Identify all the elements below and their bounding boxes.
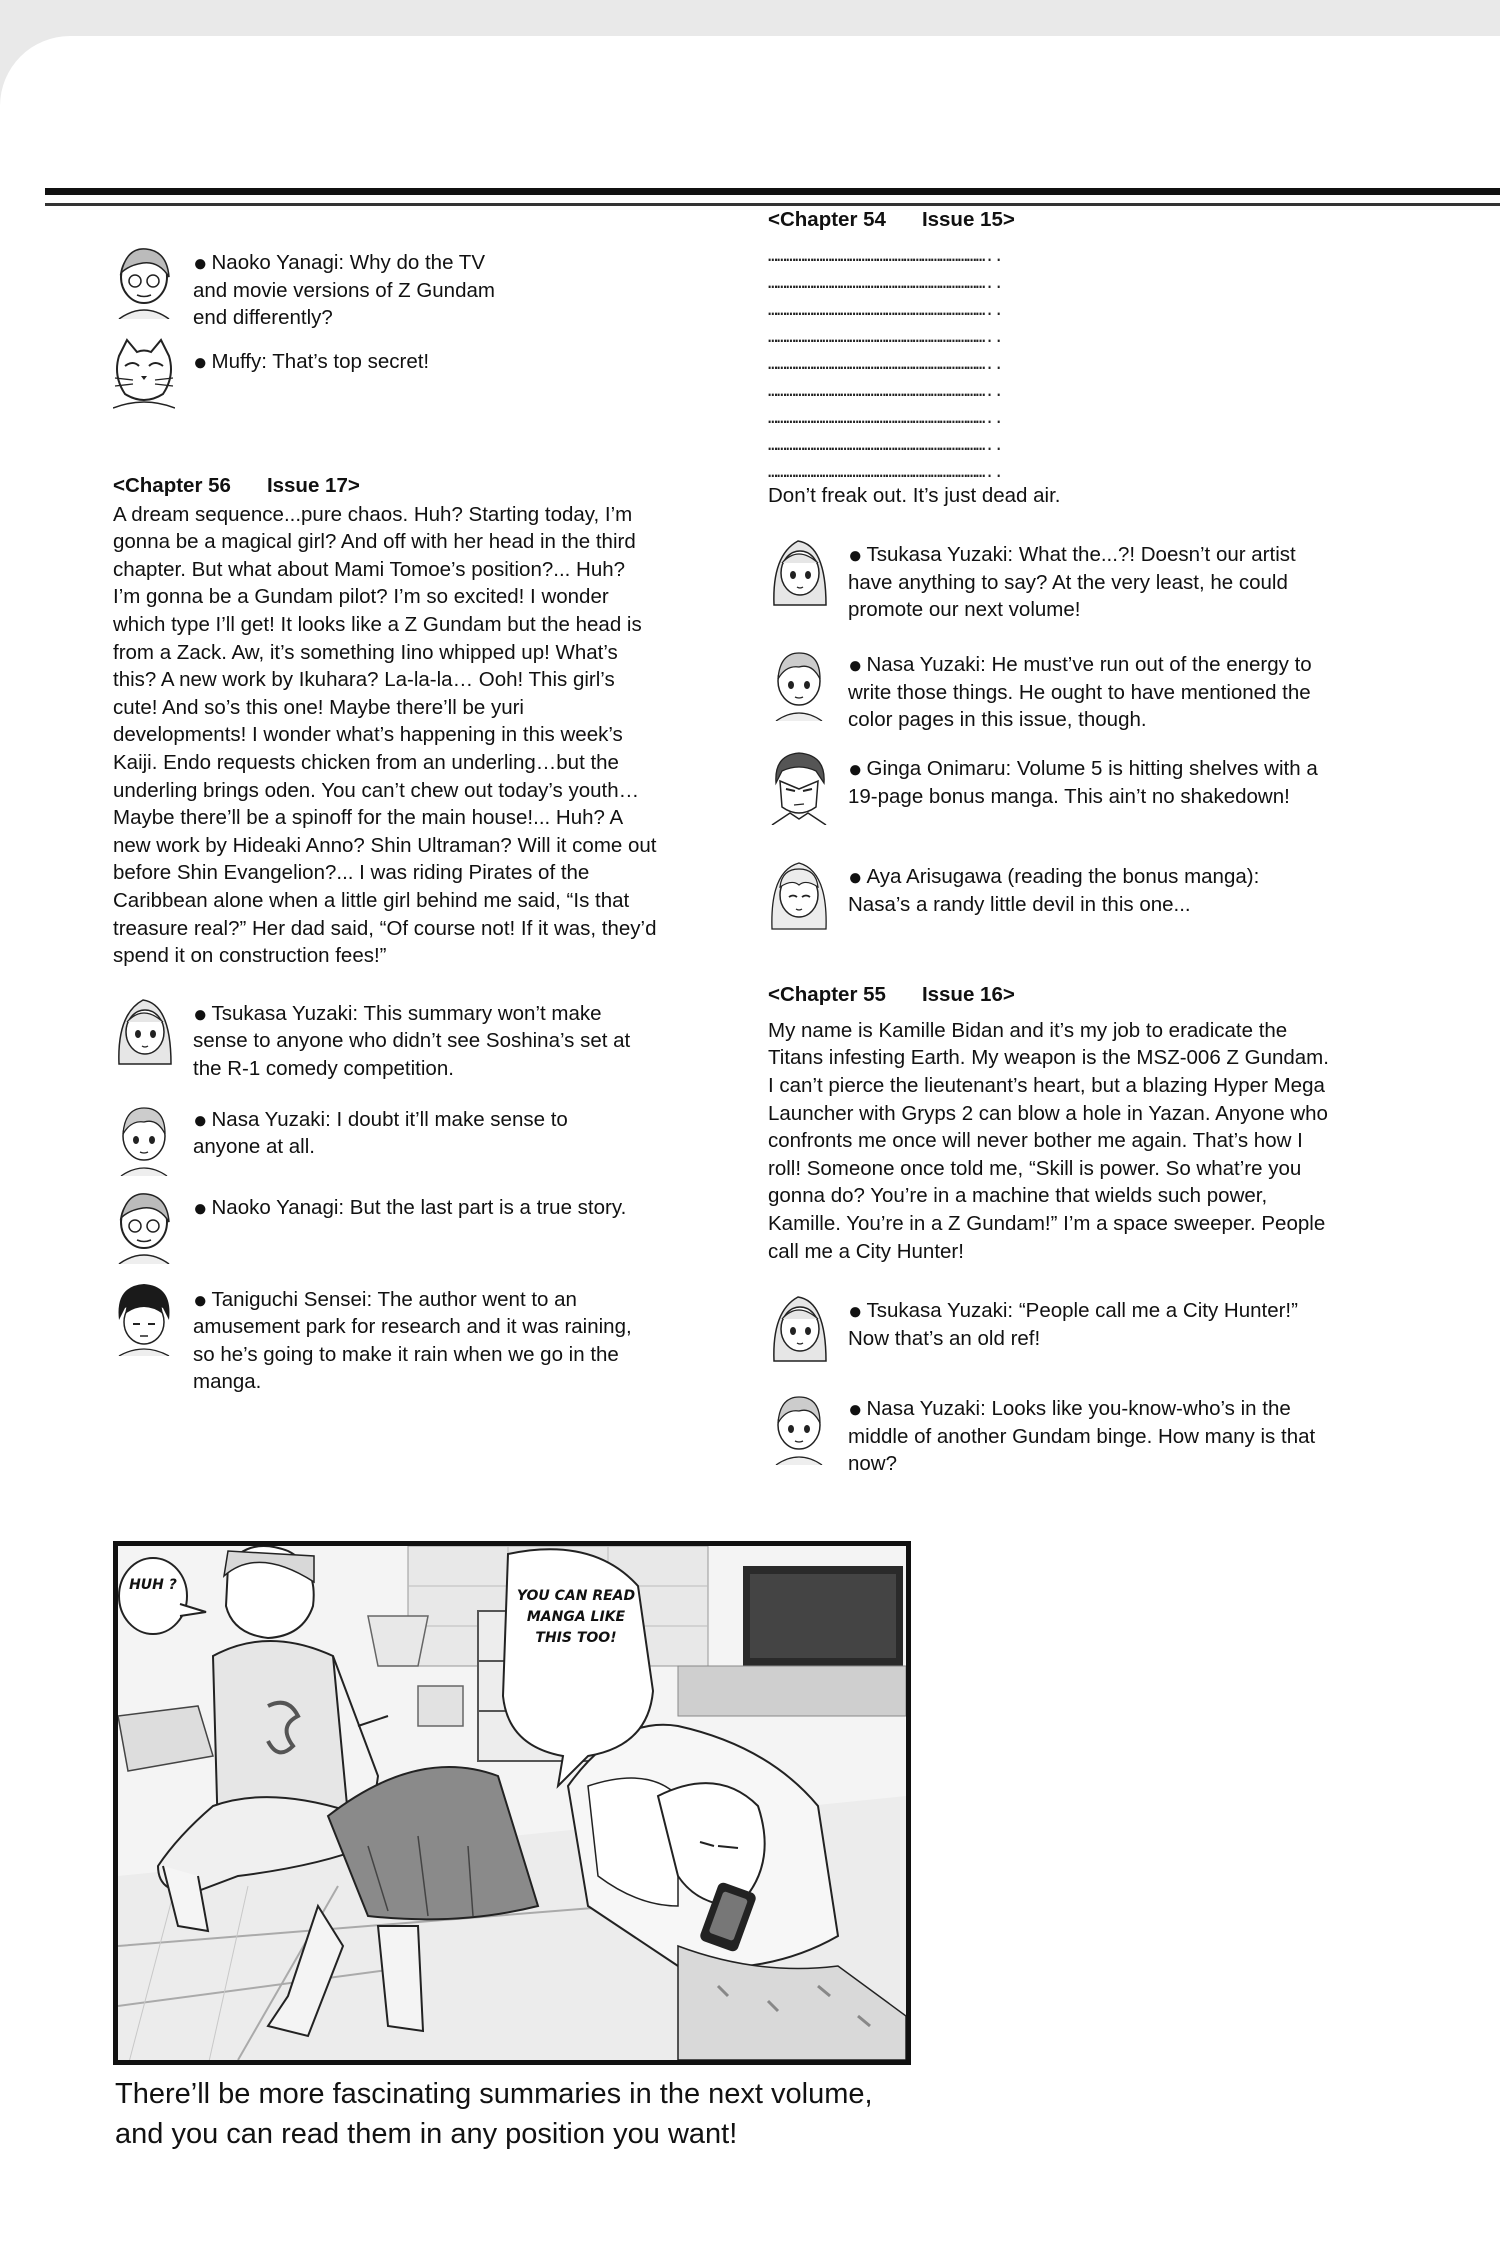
tsukasa-yuzaki-avatar xyxy=(768,535,830,611)
dialogue-text: Nasa Yuzaki: I doubt it’ll make sense to anyone at all. xyxy=(193,1107,568,1159)
dialogue-naoko xyxy=(113,1188,658,1280)
dotted-line: ……………………………………………………………….. xyxy=(768,245,1003,265)
dialogue-text: Nasa Yuzaki: Looks like you-know-who’s in the middle of another Gundam binge. How many is that now? xyxy=(848,1397,1316,1476)
dotted-line: ……………………………………………………………….. xyxy=(768,380,1003,400)
chapter-54-dialogue xyxy=(768,535,1338,957)
tsukasa-yuzaki-avatar xyxy=(768,1291,830,1367)
naoko-yanagi-avatar xyxy=(113,243,175,319)
muffy-cat-avatar xyxy=(113,336,175,412)
dialogue-text: Naoko Yanagi: But the last part is a true story. xyxy=(211,1195,627,1219)
dialogue-aya xyxy=(768,857,1338,957)
bullet-icon: ● xyxy=(848,542,863,570)
dotted-line: ……………………………………………………………….. xyxy=(768,299,1003,319)
dialogue-taniguchi xyxy=(113,1280,658,1400)
chapter-56-dialogue xyxy=(113,994,658,1400)
nasa-yuzaki-avatar xyxy=(768,1389,830,1465)
closing-caption xyxy=(115,2074,873,2154)
chapter-55-section xyxy=(768,981,1338,1265)
bullet-icon: ● xyxy=(848,756,863,784)
dotted-line: ……………………………………………………………….. xyxy=(768,272,1003,292)
bullet-icon: ● xyxy=(193,1000,208,1028)
left-column xyxy=(113,243,658,1400)
naoko-yanagi-avatar xyxy=(113,1188,175,1264)
dialogue-tsukasa xyxy=(113,994,658,1100)
chapter-55-dialogue xyxy=(768,1291,1338,1489)
dialogue-text: Aya Arisugawa (reading the bonus manga): Nasa’s a randy little devil in this one... xyxy=(848,865,1260,916)
header-rule-thick xyxy=(45,188,1500,195)
bubble-read-manga-text: YOU CAN READ MANGA LIKE THIS TOO! xyxy=(516,1588,636,1646)
bullet-icon: ● xyxy=(848,1298,863,1326)
bullet-icon: ● xyxy=(193,250,208,277)
dialogue-naoko-yanagi xyxy=(113,243,658,330)
taniguchi-sensei-avatar xyxy=(113,1280,175,1356)
dialogue-ginga xyxy=(768,749,1338,857)
dialogue-text: Naoko Yanagi: Why do the TV and movie versions of Z Gundam end differently? xyxy=(193,251,495,330)
dotted-line: ……………………………………………………………….. xyxy=(768,407,1003,427)
nasa-yuzaki-avatar xyxy=(113,1100,175,1176)
dialogue-text: Tsukasa Yuzaki: “People call me a City Hunter!” Now that’s an old ref! xyxy=(848,1299,1298,1350)
dotted-line: ……………………………………………………………….. xyxy=(768,353,1003,373)
bullet-icon: ● xyxy=(193,1194,208,1222)
caption-line-1: There’ll be more fascinating summaries in the next volume, xyxy=(115,2078,873,2110)
manga-illustration xyxy=(118,1546,906,2060)
bullet-icon: ● xyxy=(193,1106,208,1134)
bullet-icon: ● xyxy=(193,1286,208,1314)
bullet-icon: ● xyxy=(193,349,208,376)
dead-air-note: Don’t freak out. It’s just dead air. xyxy=(768,483,1061,507)
chapter-56-section xyxy=(113,472,658,970)
aya-arisugawa-avatar xyxy=(768,857,830,933)
chapter-56-heading: <Chapter 56 Issue 17> xyxy=(113,474,360,497)
bullet-icon: ● xyxy=(848,652,863,680)
dotted-line: ……………………………………………………………….. xyxy=(768,434,1003,454)
caption-line-2: and you can read them in any position you want! xyxy=(115,2118,738,2150)
manga-panel xyxy=(113,1541,911,2065)
dialogue-nasa xyxy=(113,1100,658,1188)
dotted-line: ……………………………………………………………….. xyxy=(768,461,1003,481)
bullet-icon: ● xyxy=(848,864,863,892)
bubble-huh-text: HUH ? xyxy=(129,1577,177,1593)
dialogue-muffy xyxy=(113,336,658,414)
dialogue-tsukasa xyxy=(768,535,1338,645)
dotted-line: ……………………………………………………………….. xyxy=(768,326,1003,346)
dialogue-text: Nasa Yuzaki: He must’ve run out of the energy to write those things. He ought to have mentioned the color pages in this issue, though. xyxy=(848,653,1312,732)
dialogue-nasa xyxy=(768,645,1338,749)
ginga-onimaru-avatar xyxy=(768,749,830,825)
chapter-55-heading: <Chapter 55 Issue 16> xyxy=(768,983,1015,1007)
chapter-55-summary: My name is Kamille Bidan and it’s my job to eradicate the Titans infesting Earth. My weapon is the MSZ-006 Z Gundam. I can’t pierce the lieutenant’s heart, but a blazing Hyper Mega Launcher with Gryps 2 can blow a hole in Yazan. Anyone who confronts me once will never bother me again. That’s how I roll! Someone once told me, “Skill is power. So what’re you gonna do? You’re in a machine that wields such power, Kamille. You’re in a Z Gundam!” I’m a space sweeper. People call me a City Hunter! xyxy=(768,1018,1329,1263)
dialogue-text: Taniguchi Sensei: The author went to an amusement park for research and it was raining, so he’s going to make it rain when we go in the manga. xyxy=(193,1287,632,1394)
dialogue-text: Muffy: That’s top secret! xyxy=(211,350,430,373)
dialogue-text: Tsukasa Yuzaki: What the...?! Doesn’t our artist have anything to say? At the very least, he could promote our next volume! xyxy=(848,543,1296,622)
right-column xyxy=(768,206,1338,1489)
dead-air-dotted-lines xyxy=(768,242,1338,485)
dialogue-nasa xyxy=(768,1389,1338,1489)
speech-bubble-left xyxy=(119,1558,187,1634)
tsukasa-yuzaki-avatar xyxy=(113,994,175,1070)
dialogue-tsukasa xyxy=(768,1291,1338,1389)
dialogue-text: Ginga Onimaru: Volume 5 is hitting shelves with a 19-page bonus manga. This ain’t no shakedown! xyxy=(848,757,1318,808)
nasa-yuzaki-avatar xyxy=(768,645,830,721)
dialogue-text: Tsukasa Yuzaki: This summary won’t make sense to anyone who didn’t see Soshina’s set at the R-1 comedy competition. xyxy=(193,1001,631,1080)
bullet-icon: ● xyxy=(848,1396,863,1424)
chapter-54-heading: <Chapter 54 Issue 15> xyxy=(768,208,1015,231)
chapter-56-summary: A dream sequence...pure chaos. Huh? Starting today, I’m gonna be a magical girl? And off with her head in the third chapter. But what about Mami Tomoe’s position?... Huh? I’m gonna be a Gundam pilot? I’m so excited! I wonder which type I’ll get! It looks like a Z Gundam but the head is from a Zack. Aw, it’s something Iino whipped up! What’s this? A new work by Ikuhara? La-la-la… Ooh! This girl’s cute! And so’s this one! Maybe there’ll be yuri developments! I wonder what’s happening in this week’s Kaiji. Endo requests chicken from an underling…but the underling brings oden. You can’t chew out today’s youth… Maybe there’ll be a spinoff for the main house!... Huh? A new work by Hideaki Anno? Shin Ultraman? Will it come out before Shin Evangelion?... I was riding Pirates of the Caribbean alone when a little girl behind me said, “Is that treasure real?” Her dad said, “Of course not! If it was, they’d spend it on construction fees!” xyxy=(113,502,657,968)
